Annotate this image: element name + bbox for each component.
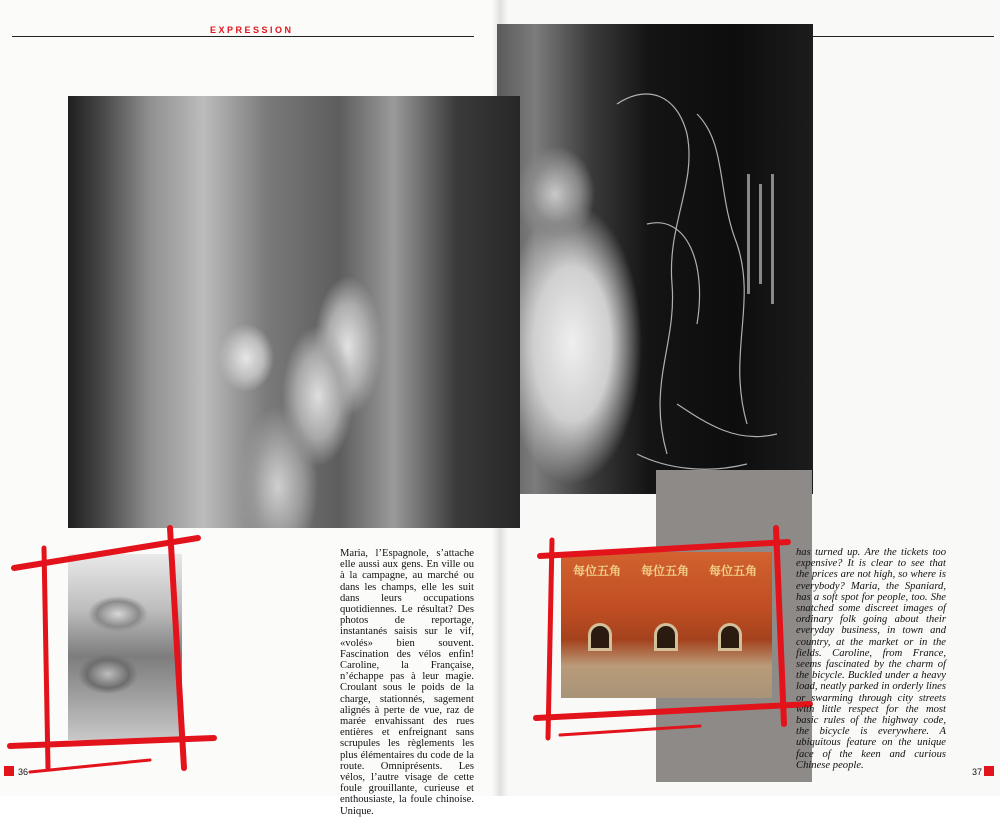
page-number-right: 37 bbox=[972, 767, 983, 777]
section-label: EXPRESSION bbox=[210, 25, 294, 35]
header-rule-left bbox=[12, 36, 474, 37]
photo-students-watching bbox=[68, 96, 520, 528]
page-number-left: 36 bbox=[18, 767, 29, 777]
ticket-window-1 bbox=[591, 626, 609, 648]
article-text-english: has turned up. Are the tickets too expensive? It is clear to see that the prices are not high, so where is everybody? Maria, the Spaniard, has a soft spot for people, too. She snatched some discreet images of ordinary folk going about their everyday business, in town and country, at the market or in the fields. Caroline, from France, seems fascinated by the charm of the bicycle. Buckled under a heavy load, neatly parked in orderly lines or swarming through city streets with little respect for the most basic rules of the highway code, the bicycle is everywhere. A ubiquitous feature on the unique face of the keen and curious Chinese people. bbox=[796, 547, 946, 771]
ticket-sign-text-2: 每位五角 bbox=[640, 564, 689, 578]
photo-ticket-booth bbox=[561, 552, 772, 698]
artist-wall-line-art bbox=[497, 24, 813, 494]
ticket-sign-text-1: 每位五角 bbox=[572, 564, 621, 578]
photo-artist-drawing-on-wall bbox=[497, 24, 813, 494]
ticket-sign-text-3: 每位五角 bbox=[708, 564, 757, 578]
ticket-window-2 bbox=[657, 626, 675, 648]
article-text-french: Maria, l’Espagnole, s’attache elle aussi aux gens. En ville ou à la campagne, au marché ou dans les champs, elle les suit dans leurs occupations quotidiennes. Le résultat? Des photos de reportage, instantanés saisis sur le vif, «volés» bien souvent. Fascination des vélos enfin! Caroline, la Française, n’échappe pas à leur magie. Croulant sous le poids de la charge, stationnés, sagement alignés à perte de vue, raz de marée envahissant des rues entières et enfreignant sans scrupules les règlements les plus élémentaires du code de la route. Omniprésents. Les vélos, l’autre visage de cette foule grouillante, curieuse et enthousiaste, la foule chinoise. Unique. bbox=[340, 548, 474, 817]
page-marker-left bbox=[4, 766, 14, 776]
ticket-window-3 bbox=[721, 626, 739, 648]
photo-man-sleeping-street bbox=[68, 554, 182, 740]
page-marker-right bbox=[984, 766, 994, 776]
